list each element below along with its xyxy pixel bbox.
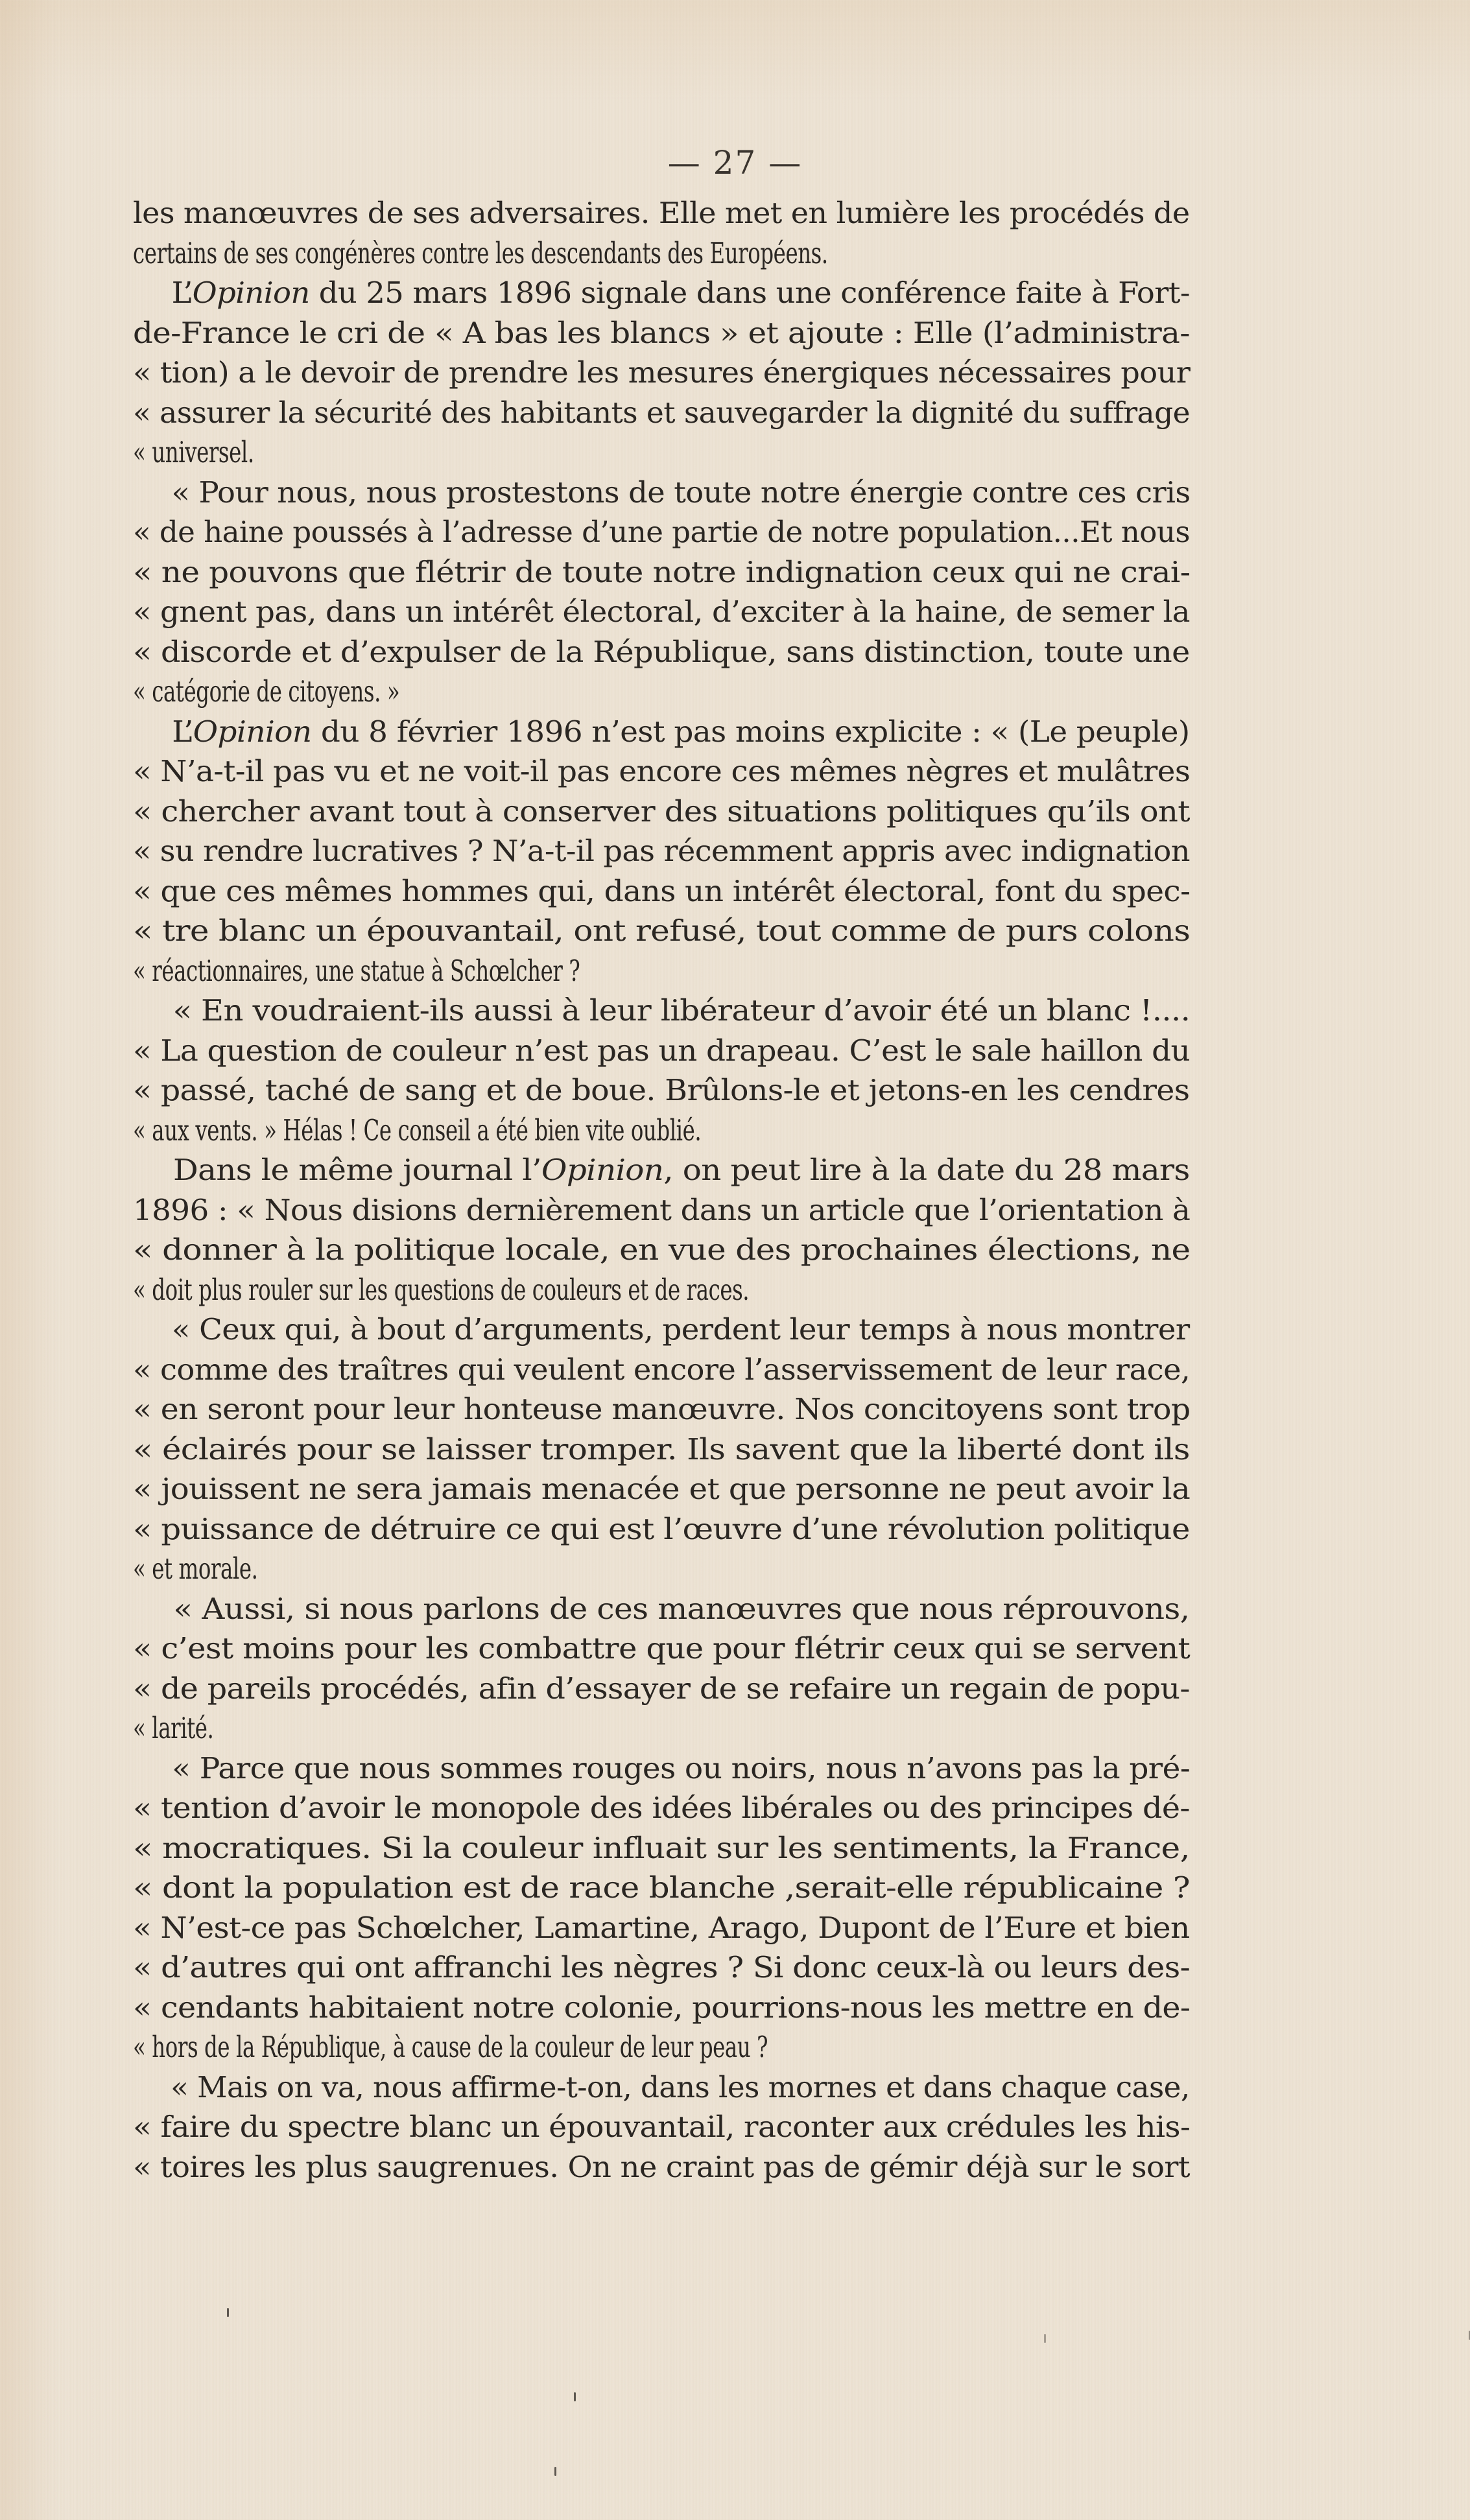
text-line: « c’est moins pour les combattre que pour flétrir ceux qui se servent	[133, 1631, 1191, 1666]
text-line: « que ces mêmes hommes qui, dans un intérêt électoral, font du spec-	[133, 873, 1191, 908]
text-line: « ne pouvons que flétrir de toute notre indignation ceux qui ne crai-	[133, 554, 1191, 589]
text-line: « chercher avant tout à conserver des situations politiques qu’ils ont	[133, 794, 1190, 829]
text-line: « cendants habitaient notre colonie, pourrions-nous les mettre en de-	[133, 1990, 1191, 2025]
text-line: « Ceux qui, à bout d’arguments, perdent leur temps à nous montrer	[171, 1312, 1190, 1347]
text-line: « réactionnaires, une statue à Schœlcher ?	[133, 953, 580, 988]
text-line: certains de ses congénères contre les descendants des Européens.	[133, 235, 828, 270]
text-line: « hors de la République, à cause de la couleur de leur peau ?	[133, 2030, 768, 2064]
text-line: « en seront pour leur honteuse manœuvre. Nos concitoyens sont trop	[133, 1392, 1191, 1426]
text-line: « catégorie de citoyens. »	[133, 674, 400, 709]
text-segment: , on peut lire à la date du 28 mars	[663, 1153, 1190, 1187]
text-line: « et morale.	[133, 1551, 258, 1586]
text-line: « La question de couleur n’est pas un drapeau. C’est le sale haillon du	[133, 1033, 1191, 1068]
text-line: « universel.	[133, 435, 254, 469]
text-segment: L’	[172, 714, 193, 749]
text-line: « N’est-ce pas Schœlcher, Lamartine, Arago, Dupont de l’Eure et bien	[133, 1910, 1190, 1945]
text-line: « doit plus rouler sur les questions de couleurs et de races.	[133, 1272, 750, 1307]
paper-speck	[1044, 2334, 1046, 2343]
text-line: de-France le cri de « A bas les blancs » et ajoute : Elle (l’administra-	[133, 315, 1190, 350]
text-line: 1896 : « Nous disions dernièrement dans un article que l’orientation à	[133, 1192, 1191, 1227]
text-segment: L’	[171, 276, 193, 310]
paper-speck	[574, 2392, 576, 2401]
text-line: « tre blanc un épouvantail, ont refusé, tout comme de purs colons	[133, 913, 1191, 948]
text-line: « comme des traîtres qui veulent encore l’asservissement de leur race,	[133, 1352, 1191, 1387]
newspaper-title: Opinion	[193, 714, 312, 749]
text-line: « mocratiques. Si la couleur influait sur les sentiments, la France,	[133, 1830, 1190, 1865]
text-line: « jouissent ne sera jamais menacée et que personne ne peut avoir la	[133, 1472, 1191, 1506]
text-line: « En voudraient-ils aussi à leur libérateur d’avoir été un blanc !....	[172, 993, 1191, 1028]
paper-speck	[554, 2467, 556, 2476]
text-line: « faire du spectre blanc un épouvantail, raconter aux crédules les his-	[133, 2110, 1191, 2144]
text-line: « N’a-t-il pas vu et ne voit-il pas encore ces mêmes nègres et mulâtres	[133, 754, 1191, 788]
text-line: « tion) a le devoir de prendre les mesures énergiques nécessaires pour	[133, 355, 1191, 390]
text-segment: du 8 février 1896 n’est pas moins explicite : « (Le peuple)	[311, 714, 1190, 749]
text-line: « tention d’avoir le monopole des idées libérales ou des principes dé-	[133, 1791, 1190, 1825]
text-line: « puissance de détruire ce qui est l’œuvre d’une révolution politique	[133, 1511, 1190, 1546]
text-line: « donner à la politique locale, en vue des prochaines élections, ne	[133, 1232, 1191, 1267]
text-line: « dont la population est de race blanche ,serait-elle républicaine ?	[133, 1870, 1190, 1905]
text-line: « d’autres qui ont affranchi les nègres ? Si donc ceux-là ou leurs des-	[133, 1950, 1191, 1984]
text-line: « de pareils procédés, afin d’essayer de se refaire un regain de popu-	[133, 1671, 1190, 1706]
text-line: « passé, taché de sang et de boue. Brûlons-le et jetons-en les cendres	[133, 1073, 1190, 1107]
text-line: « larité.	[133, 1711, 214, 1745]
text-line: les manœuvres de ses adversaires. Elle met en lumière les procédés de	[133, 196, 1190, 230]
text-line	[133, 712, 1229, 752]
text-line: « toires les plus saugrenues. On ne craint pas de gémir déjà sur le sort	[133, 2149, 1190, 2184]
text-line: « éclairés pour se laisser tromper. Ils savent que la liberté dont ils	[133, 1431, 1190, 1466]
text-line: « Aussi, si nous parlons de ces manœuvres que nous réprouvons,	[173, 1591, 1190, 1626]
text-line: « assurer la sécurité des habitants et sauvegarder la dignité du suffrage	[133, 395, 1191, 430]
text-line: « Pour nous, nous prostestons de toute notre énergie contre ces cris	[171, 475, 1191, 510]
text-line: « de haine poussés à l’adresse d’une partie de notre population...Et nous	[133, 515, 1190, 549]
text-segment: du 25 mars 1896 signale dans une conférence faite à Fort-	[309, 276, 1191, 310]
page-number: — 27 —	[667, 144, 803, 182]
text-line: « su rendre lucratives ? N’a-t-il pas récemment appris avec indignation	[133, 834, 1190, 868]
text-line: « gnent pas, dans un intérêt électoral, d’exciter à la haine, de semer la	[133, 595, 1190, 629]
text-line: « Mais on va, nous affirme-t-on, dans les mornes et dans chaque case,	[171, 2069, 1190, 2104]
paper-speck	[227, 2308, 229, 2317]
text-segment: Dans le même journal l’	[173, 1153, 541, 1187]
newspaper-title: Opinion	[541, 1153, 664, 1187]
text-line: « discorde et d’expulser de la République, sans distinction, toute une	[133, 634, 1190, 669]
text-line	[133, 273, 1229, 313]
text-line: « Parce que nous sommes rouges ou noirs, nous n’avons pas la pré-	[172, 1750, 1191, 1785]
text-line: « aux vents. » Hélas ! Ce conseil a été bien vite oublié.	[133, 1113, 702, 1148]
text-line	[133, 1150, 1230, 1190]
newspaper-title: Opinion	[192, 276, 310, 310]
body-text	[133, 193, 1190, 2187]
